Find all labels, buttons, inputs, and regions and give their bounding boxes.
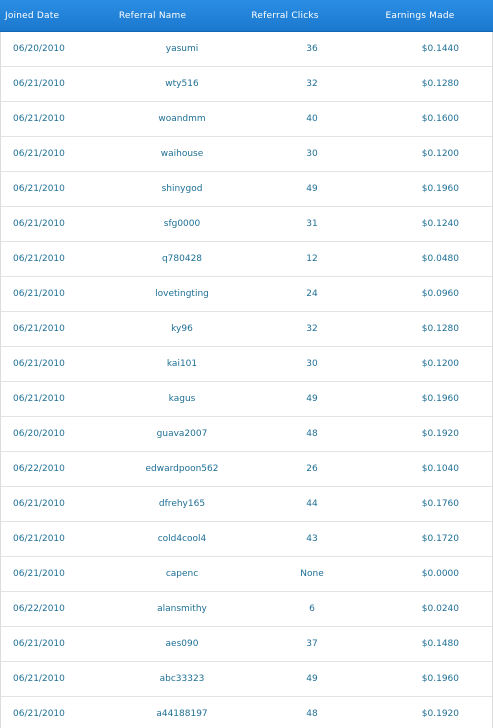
cell-referral-clicks: 37 [306,639,318,649]
cell-referral-clicks: 32 [306,79,318,89]
cell-joined-date: 06/21/2010 [13,184,65,194]
cell-joined-date: 06/21/2010 [13,569,65,579]
table-row [1,592,492,627]
cell-referral-clicks: 49 [306,674,318,684]
cell-referral-clicks: 40 [306,114,318,124]
cell-joined-date: 06/21/2010 [13,219,65,229]
cell-referral-clicks: 30 [306,359,318,369]
cell-earnings-made: $0.1760 [421,499,459,509]
cell-joined-date: 06/21/2010 [13,324,65,334]
table-row [1,417,492,452]
cell-earnings-made: $0.1200 [421,359,459,369]
cell-joined-date: 06/21/2010 [13,114,65,124]
cell-earnings-made: $0.1920 [421,709,459,719]
table-row [1,137,492,172]
cell-referral-clicks: 44 [306,499,318,509]
table-row [1,487,492,522]
cell-referral-clicks: 49 [306,184,318,194]
cell-referral-clicks: 43 [306,534,318,544]
cell-earnings-made: $0.1920 [421,429,459,439]
cell-joined-date: 06/22/2010 [13,464,65,474]
table-row [1,242,492,277]
cell-earnings-made: $0.1600 [421,114,459,124]
table-row [1,102,492,137]
column-header-referral-clicks[interactable]: Referral Clicks [251,10,319,21]
table-row [1,697,492,728]
cell-referral-name: abc33323 [159,674,205,684]
cell-referral-name: ky96 [171,324,193,334]
cell-earnings-made: $0.1720 [421,534,459,544]
cell-earnings-made: $0.1280 [421,79,459,89]
table-row [1,522,492,557]
cell-earnings-made: $0.1480 [421,639,459,649]
table-row [1,662,492,697]
cell-referral-name: guava2007 [156,429,208,439]
cell-referral-clicks: 48 [306,429,318,439]
cell-referral-name: kai101 [166,359,198,369]
cell-referral-clicks: 30 [306,149,318,159]
table-row [1,207,492,242]
cell-joined-date: 06/21/2010 [13,674,65,684]
cell-referral-name: sfg0000 [163,219,201,229]
cell-referral-name: q780428 [161,254,203,264]
cell-earnings-made: $0.1960 [421,184,459,194]
table-row [1,67,492,102]
cell-referral-name: aes090 [165,639,199,649]
cell-referral-clicks: 36 [306,44,318,54]
cell-joined-date: 06/20/2010 [13,44,65,54]
cell-earnings-made: $0.1200 [421,149,459,159]
cell-earnings-made: $0.1440 [421,44,459,54]
cell-joined-date: 06/21/2010 [13,254,65,264]
table-row [1,347,492,382]
cell-joined-date: 06/21/2010 [13,149,65,159]
cell-earnings-made: $0.0240 [421,604,459,614]
cell-referral-clicks: 32 [306,324,318,334]
table-row [1,312,492,347]
cell-referral-clicks: 12 [306,254,318,264]
table-row [1,557,492,592]
cell-earnings-made: $0.1960 [421,674,459,684]
cell-referral-clicks: 49 [306,394,318,404]
cell-earnings-made: $0.1240 [421,219,459,229]
table-row [1,32,492,67]
table-body [0,32,493,728]
column-header-earnings-made[interactable]: Earnings Made [385,10,455,21]
cell-referral-name: capenc [165,569,199,579]
cell-referral-name: woandmm [158,114,206,124]
cell-earnings-made: $0.0480 [421,254,459,264]
column-header-joined-date[interactable]: Joined Date [5,10,60,21]
cell-referral-name: kagus [168,394,196,404]
cell-referral-clicks: 26 [306,464,318,474]
cell-earnings-made: $0.1280 [421,324,459,334]
cell-referral-name: yasumi [165,44,199,54]
cell-referral-name: dfrehy165 [158,499,206,509]
cell-earnings-made: $0.0000 [421,569,459,579]
cell-joined-date: 06/21/2010 [13,289,65,299]
cell-joined-date: 06/21/2010 [13,639,65,649]
cell-joined-date: 06/21/2010 [13,79,65,89]
cell-referral-name: lovetingting [155,289,209,299]
cell-joined-date: 06/22/2010 [13,604,65,614]
table-row [1,382,492,417]
cell-joined-date: 06/20/2010 [13,429,65,439]
column-header-referral-name[interactable]: Referral Name [118,10,187,21]
cell-referral-clicks: 31 [306,219,318,229]
cell-referral-name: a44188197 [156,709,208,719]
cell-referral-name: alansmithy [157,604,207,614]
cell-referral-clicks: 24 [306,289,318,299]
table-row [1,452,492,487]
cell-joined-date: 06/21/2010 [13,499,65,509]
cell-referral-clicks: None [300,569,324,579]
cell-joined-date: 06/21/2010 [13,394,65,404]
table-row [1,277,492,312]
cell-referral-name: edwardpoon562 [145,464,219,474]
cell-joined-date: 06/21/2010 [13,534,65,544]
table-header [0,0,493,32]
cell-referral-name: cold4cool4 [157,534,207,544]
table-row [1,627,492,662]
cell-referral-name: waihouse [160,149,204,159]
cell-joined-date: 06/21/2010 [13,709,65,719]
cell-earnings-made: $0.1960 [421,394,459,404]
cell-referral-clicks: 6 [309,604,315,614]
cell-referral-name: shinygod [161,184,203,194]
cell-earnings-made: $0.1040 [421,464,459,474]
cell-earnings-made: $0.0960 [421,289,459,299]
table-row [1,172,492,207]
cell-joined-date: 06/21/2010 [13,359,65,369]
cell-referral-clicks: 48 [306,709,318,719]
cell-referral-name: wty516 [165,79,199,89]
